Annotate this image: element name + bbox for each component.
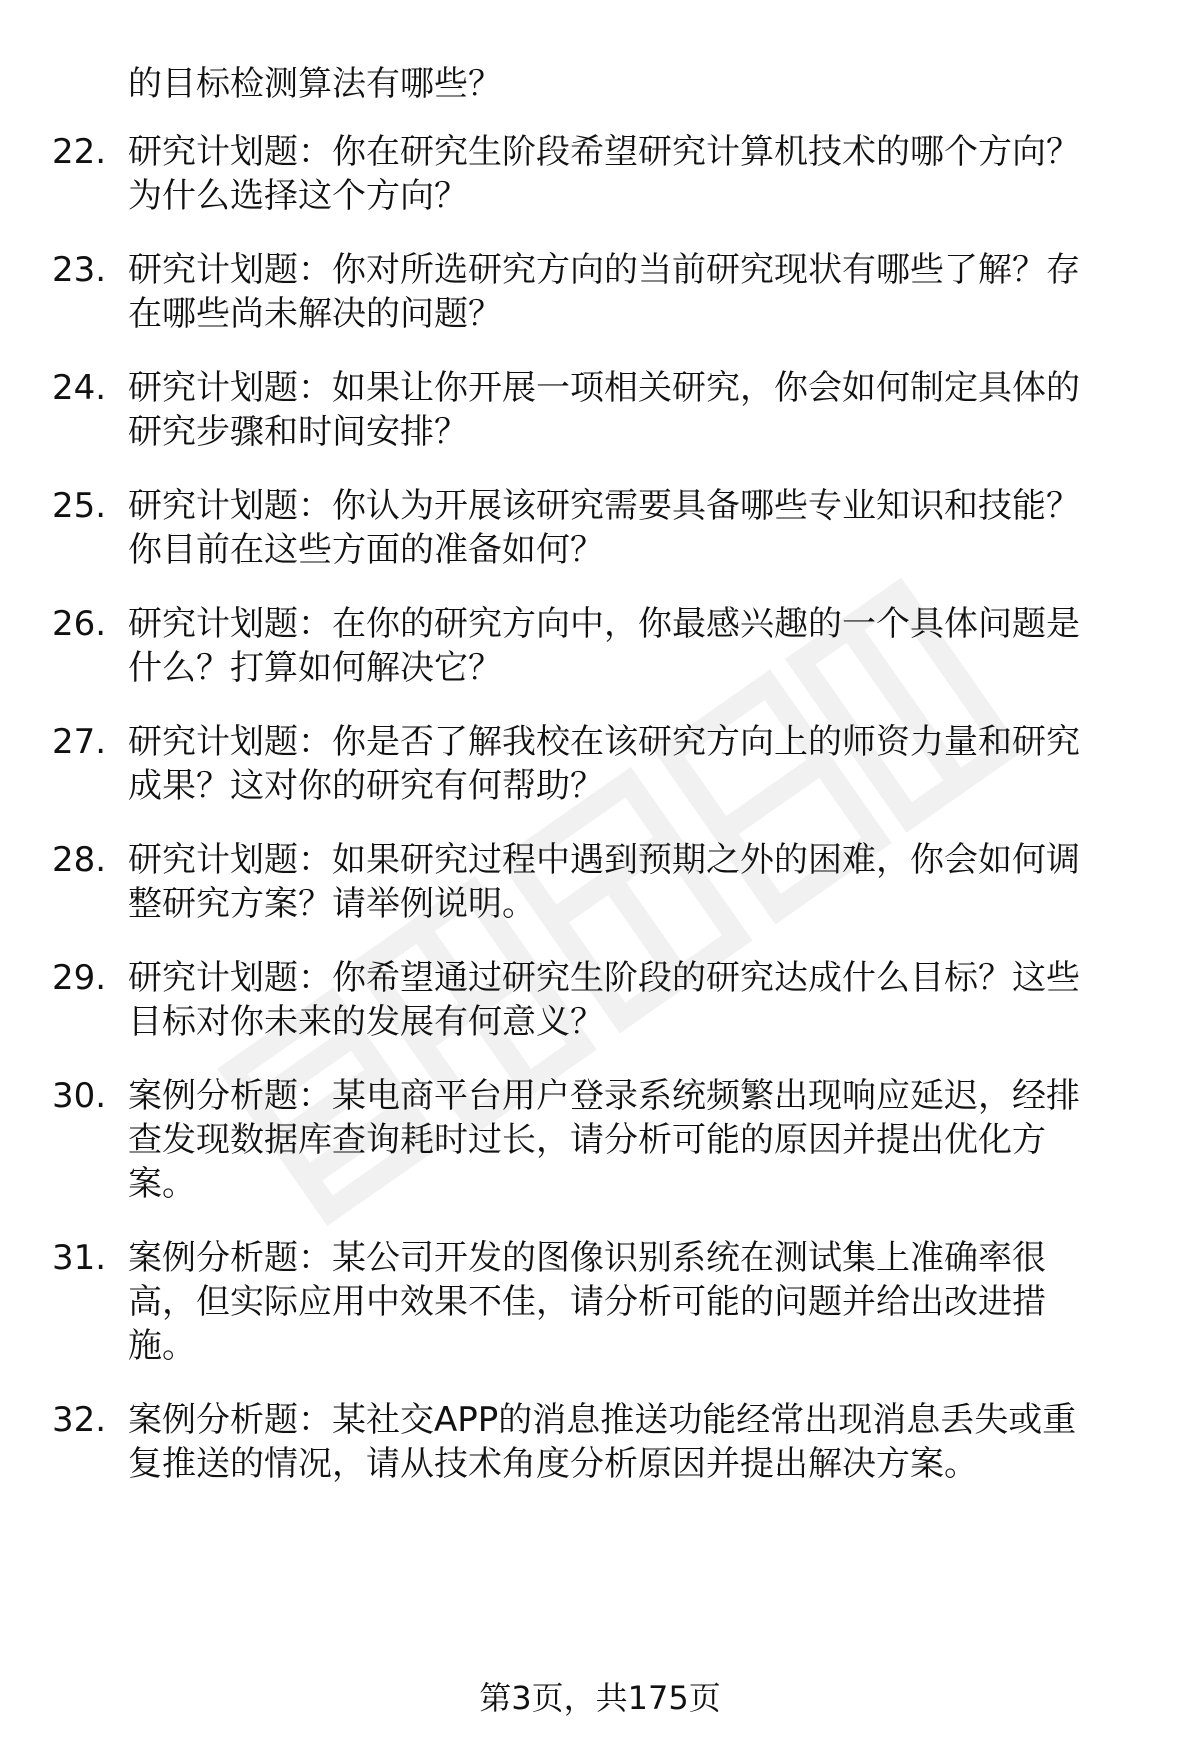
item-text: 研究计划题：如果让你开展一项相关研究，你会如何制定具体的 研究步骤和时间安排？ bbox=[128, 368, 1080, 452]
item-number: 30. bbox=[52, 1076, 107, 1116]
item-number: 22. bbox=[52, 132, 107, 172]
item-text: 研究计划题：在你的研究方向中，你最感兴趣的一个具体问题是 什么？打算如何解决它？ bbox=[128, 604, 1080, 688]
item-text: 研究计划题：你希望通过研究生阶段的研究达成什么目标？这些 目标对你未来的发展有何意义？ bbox=[128, 958, 1080, 1042]
item-text: 研究计划题：你认为开展该研究需要具备哪些专业知识和技能？ 你目前在这些方面的准备如何？ bbox=[128, 486, 1080, 570]
item-text: 案例分析题：某公司开发的图像识别系统在测试集上准确率很 高，但实际应用中效果不佳，请分析可能的问题并给出改进措 施。 bbox=[128, 1238, 1046, 1366]
item-text: 案例分析题：某社交APP的消息推送功能经常出现消息丢失或重 复推送的情况，请从技术角度分析原因并提出解决方案。 bbox=[128, 1400, 1077, 1484]
item-text: 研究计划题：你是否了解我校在该研究方向上的师资力量和研究 成果？这对你的研究有何帮助？ bbox=[128, 722, 1080, 806]
item-number: 23. bbox=[52, 250, 107, 290]
item-number: 27. bbox=[52, 722, 107, 762]
item-text: 案例分析题：某电商平台用户登录系统频繁出现响应延迟，经排 查发现数据库查询耗时过长，请分析可能的原因并提出优化方 案。 bbox=[128, 1076, 1080, 1204]
item-number: 28. bbox=[52, 840, 107, 880]
item-number: 25. bbox=[52, 486, 107, 526]
continued-question-text: 的目标检测算法有哪些？ bbox=[128, 64, 502, 104]
item-number: 29. bbox=[52, 958, 107, 998]
item-number: 32. bbox=[52, 1400, 107, 1440]
item-text: 研究计划题：如果研究过程中遇到预期之外的困难，你会如何调 整研究方案？请举例说明。 bbox=[128, 840, 1080, 924]
item-text: 研究计划题：你对所选研究方向的当前研究现状有哪些了解？存 在哪些尚未解决的问题？ bbox=[128, 250, 1080, 334]
page-number-footer: 第3页，共175页 bbox=[479, 1679, 721, 1717]
item-number: 24. bbox=[52, 368, 107, 408]
item-text: 研究计划题：你在研究生阶段希望研究计算机技术的哪个方向？ 为什么选择这个方向？ bbox=[128, 132, 1080, 216]
item-number: 31. bbox=[52, 1238, 107, 1278]
item-number: 26. bbox=[52, 604, 107, 644]
